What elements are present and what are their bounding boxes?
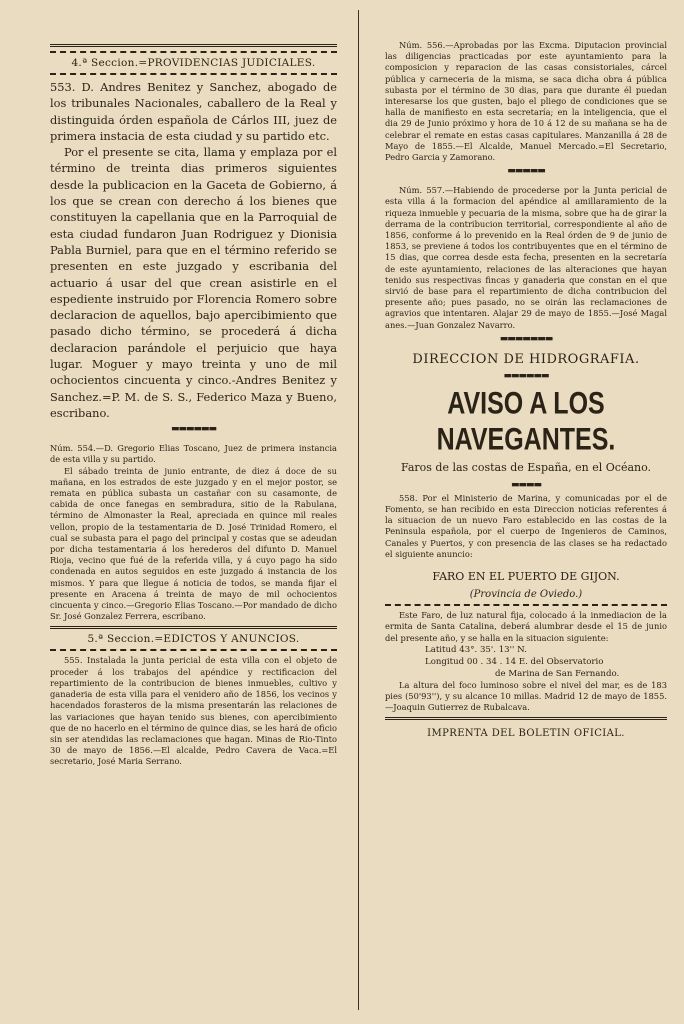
faro-body: Este Faro, de luz natural fija, colocado á la inmediacion de la ermita de Santa Catalina, deberá alumbrar desde el 15 de junio del presente año, y se halla en la situacion siguiente: [385, 610, 667, 643]
notice-556-body: Núm. 556.—Aprobadas por las Excma. Diputacion provincial las diligencias practicadas por este ayuntamiento para la composicion y reparacion de las casas consistoriales, cárcel pública y carneceria de la misma, se saca dicha obra á pública subasta por el término de 30 dias, para que durante él puedan interesarse los que gusten, bajo el pliego de condiciones que se halla de manifiesto en esta secretaría; en la inteligencia, que el dia 29 de Junio próximo y hora de 10 á 12 de su mañana se ha de celebrar el remate en estas casas capitulares. Manzanilla á 28 de Mayo de 1855.—El Alcalde, Manuel Mercado.=El Secretario, Pedro Garcia y Zamorano. [385, 40, 667, 163]
faro-title: FARO EN EL PUERTO DE GIJON. [432, 570, 620, 584]
faros-subtitle: Faros de las costas de España, en el Océano. [400, 460, 652, 474]
notice-557-body: Núm. 557.—Habiendo de procederse por la Junta pericial de esta villa á la formacion del apéndice al amillaramiento de la riqueza inmueble y pecuaria de la misma, sobre que ha de girar la derrama de la contribucion territorial, correspondiente al año de 1856, conforme á lo prevenido en la Real órden de 9 de junio de 1853, se previene á todos los contribuyentes que en el término de 15 dias, que correa desde esta fecha, presenten en la secretaría de este ayuntamiento, relaciones de las alteraciones que hayan tenido sus respectivas fincas y ganaderia que constan en el que sirvió de base para el repartimiento de dicha contribucion del presente año; pues pasado, no se oirán las reclamaciones de agravios que intentaren. Alajar 29 de mayo de 1855.—José Magal anes.—Juan Gonzalez Navarro. [385, 185, 667, 330]
provincia: (Provincia de Oviedo.) [469, 589, 583, 601]
section-5-title: 5.ª Seccion.=EDICTOS Y ANUNCIOS. [87, 633, 300, 646]
ornament-divider-4: ▬▬▬▬▬▬ [503, 370, 549, 381]
notice-554-body: El sábado treinta de junio entrante, de diez á doce de su mañana, en los estrados de este juzgado y en el mejor postor, se remata en pública subasta un castañar con su casamonte, de cabida de once fanegas en sembradura, sitio de la Rabulana, término de Almonaster la Real, apreciada en quince mil reales vellon, propio de la testamentaria de D. José Trinidad Romero, el cual se subasta para el pago del principal y costas que se adeudan por dicha testamentaria á los herederos del difunto D. Manuel Rioja, vecino que fué de la referida villa, y á cuyo pago ha sido condenada en autos seguidos en este juzgado á instancia de los mismos. Y para que llegue á noticia de todos, se manda fijar el presente en Aracena á treinta de mayo de mil ochocientos cincuenta y cinco.—Gregorio Elias Toscano.—Por mandado de dicho Sr. José Gonzalez Ferrera, escribano. [50, 465, 337, 622]
aviso-title: AVISO A LOS NAVEGANTES. [436, 385, 616, 457]
notice-554-head: Núm. 554.—D. Gregorio Elias Toscano, Juez de primera instancia de esta villa y su partido. [50, 443, 337, 465]
latitud: Latitud 43°. 35'. 13'' N. [425, 644, 527, 655]
section-5-rule-dash [50, 649, 337, 651]
imprenta: IMPRENTA DEL BOLETIN OFICIAL. [427, 728, 625, 740]
notice-555-body: 555. Instalada la junta pericial de esta villa con el objeto de proceder á los trabajos del apéndice y rectificacion del repartimiento de la contribucion de bienes inmuebles, cultivo y ganaderia de esta villa para el venidero año de 1856, los vecinos y hacendados forasteros de la misma presentarán las relaciones de las variaciones que hayan tenido sus bienes, con apercibimiento que de no hacerlo en el término de quince dias, se les hará de oficio sin ser atendidas las reclamaciones que hagan. Minas de Rio-Tinto 30 de mayo de 1856.—El alcalde, Pedro Cavera de Vaca.=El secretario, José Maria Serrano. [50, 655, 337, 767]
longitud: Longitud 00 . 34 . 14 E. del Observatorio [425, 656, 604, 667]
right-column [385, 40, 667, 739]
top-rule [50, 44, 337, 47]
section-4-title: 4.ª Seccion.=PROVIDENCIAS JUDICIALES. [71, 57, 316, 69]
column-divider [358, 10, 359, 1010]
ornament-divider-2: ▬▬▬▬▬ [507, 166, 545, 177]
direccion-heading: DIRECCION DE HIDROGRAFIA. [412, 351, 640, 367]
ornament-divider-3: ▬▬▬▬▬▬▬ [499, 333, 553, 344]
faro-rule [385, 604, 667, 606]
altura-text: La altura del foco luminoso sobre el nivel del mar, es de 183 pies (50'93''), y su alcance 10 millas. Madrid 12 de mayo de 1855.—Joaquin Gutierrez de Rubalcava. [385, 679, 667, 713]
longitud-2: de Marina de San Fernando. [495, 668, 620, 679]
section-5-rule [50, 626, 337, 629]
ornament-divider: ▬▬▬▬▬▬ [170, 424, 217, 435]
left-column [50, 40, 337, 768]
ornament-divider-5: ▬▬▬▬ [510, 479, 541, 490]
notice-558-body: 558. Por el Ministerio de Marina, y comunicadas por el de Fomento, se han recibido en esta Direccion noticias referentes á la situacion de un nuevo Faro establecido en las costas de la Peninsula española, por el cuerpo de Ingenieros de Caminos, Canales y Puertos, y con presencia de las clases se ha redactado el siguiente anuncio: [385, 492, 667, 559]
bottom-rule [385, 717, 667, 720]
notice-553-head: 553. D. Andres Benitez y Sanchez, abogado de los tribunales Nacionales, caballero de la Real y distinguida órden española de Cárlos III, juez de primera instacia de esta ciudad y su partido etc. [50, 80, 337, 143]
top-rule-dash [50, 51, 337, 53]
section-4-rule [50, 73, 337, 75]
notice-553-body: Por el presente se cita, llama y emplaza por el término de treinta dias primeros siguientes desde la publicacion en la Gaceta de Gobierno, á los que se crean con derecho á los bienes que constituyen la capellania que en la Parroquial de esta ciudad fundaron Juan Rodriguez y Dionisia Pabla Burniel, para que en el término referido se presenten en este juzgado y escribania del actuario á usar del que crean asistirle en el espediente instruido por Florencia Romero sobre declaracion de aquellos, bajo apercibimiento que pasado dicho término, se procederá á dicha declaracion parándole el perjuicio que haya lugar. Moguer y mayo treinta y uno de mil ochocientos cincuenta y cinco.-Andres Benitez y Sanchez.=P. M. de S. S., Federico Maza y Bueno, escribano. [50, 145, 337, 420]
